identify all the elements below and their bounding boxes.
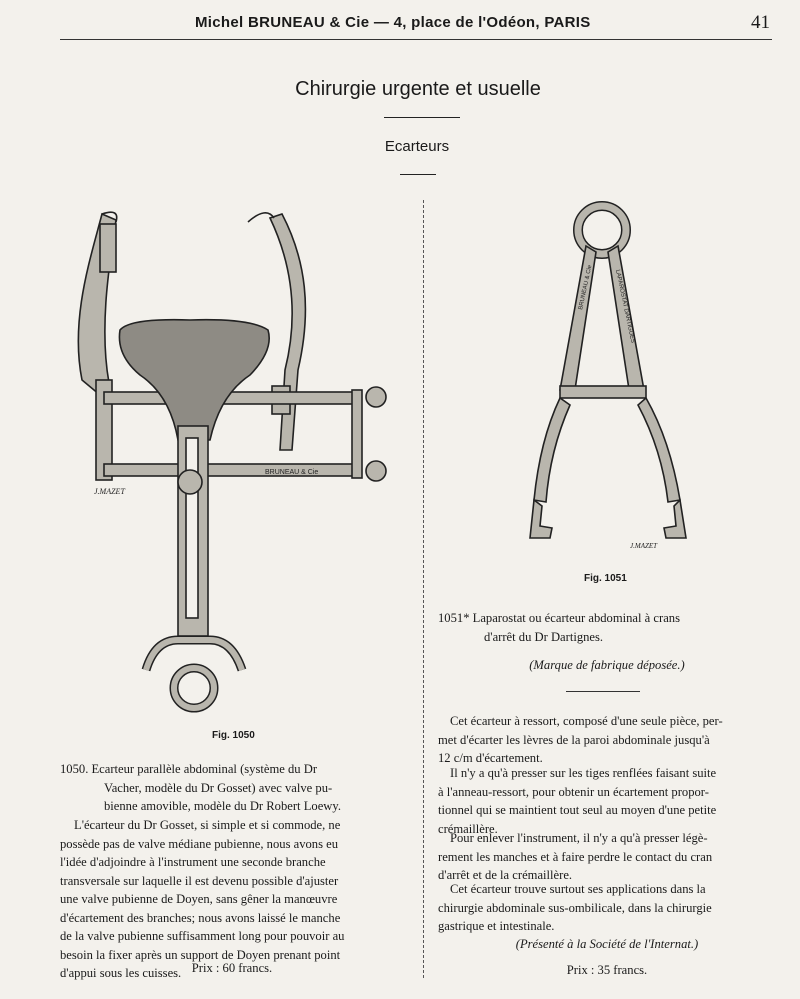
item-1051-para-4 xyxy=(438,880,776,936)
text-line: possède pas de valve médiane pubienne, nous avons eu xyxy=(60,836,339,851)
page-number: 41 xyxy=(751,12,770,33)
text-line: besoin la fixer après un support de Doyen prenant point xyxy=(60,947,341,962)
title-rule xyxy=(384,117,460,118)
section-subtitle: Ecarteurs xyxy=(384,138,450,155)
text-line: Il n'y a qu'à presser sur les tiges renflées faisant suite xyxy=(450,766,717,780)
text-line: crémaillère. xyxy=(438,821,498,836)
engraver-signature-1051: J.MAZET xyxy=(630,542,658,550)
item-1051-line: 1051* Laparostat ou écarteur abdominal à crans xyxy=(438,611,680,625)
item-1050-line: bienne amovible, modèle du Dr Robert Loewy. xyxy=(104,799,341,813)
text-line: rement les manches et à faire perdre le contact du cran xyxy=(438,849,713,864)
text-line: chirurgie abdominale sus-ombilicale, dans la chirurgie xyxy=(438,900,712,915)
laparostat-1051-illustration xyxy=(520,200,700,555)
text-line: à l'anneau-ressort, pour obtenir un écartement propor- xyxy=(438,784,709,799)
engraver-signature-1050: J.MAZET xyxy=(94,487,125,496)
text-line: met d'écarter les lèvres de la paroi abdominale jusqu'à xyxy=(438,732,710,747)
text-line: Cet écarteur trouve surtout ses applications dans la xyxy=(450,882,706,896)
text-line: d'appui sous les cuisses. xyxy=(60,966,182,980)
engraving-bruneau-1050: BRUNEAU & Cie xyxy=(265,469,319,476)
price-1051: Prix : 35 francs. xyxy=(566,963,648,977)
engraving-laparostat: LAPAROSTAT DARTIGUES xyxy=(614,269,636,344)
text-line: l'idée d'adjoindre à l'instrument une seconde branche xyxy=(60,855,326,869)
text-line: d'écartement des branches; nous avons laissé le manche xyxy=(60,910,341,925)
separator-rule xyxy=(566,691,640,692)
text-line: Pour enlever l'instrument, il n'y a qu'à presser légè- xyxy=(450,831,708,845)
header-rule xyxy=(60,39,772,40)
figure-1050-caption: Fig. 1050 xyxy=(212,730,255,741)
trademark-note: (Marque de fabrique déposée.) xyxy=(529,658,685,672)
running-title: Michel BRUNEAU & Cie — 4, place de l'Odéon, PARIS xyxy=(195,14,591,31)
text-line: 12 c/m d'écartement. xyxy=(438,751,543,765)
engraving-bruneau-1051: BRUNEAU & Cie xyxy=(578,264,594,311)
text-line: une valve pubienne de Doyen, sans gêner la manœuvre xyxy=(60,892,338,906)
text-line: L'écarteur du Dr Gosset, si simple et si commode, ne xyxy=(74,818,341,832)
item-1050-line: 1050. Ecarteur parallèle abdominal (système du Dr xyxy=(60,762,318,776)
item-1051-para-3 xyxy=(438,829,776,885)
item-1050-heading xyxy=(60,760,404,816)
text-line: Cet écarteur à ressort, composé d'une seule pièce, per- xyxy=(450,714,723,728)
figure-1051-caption: Fig. 1051 xyxy=(584,573,627,584)
item-1051-heading xyxy=(438,609,776,646)
item-1051-line: d'arrêt du Dr Dartignes. xyxy=(484,629,604,644)
page-title: Chirurgie urgente et usuelle xyxy=(295,78,541,100)
item-1051-para-1 xyxy=(438,712,776,768)
price-1050: Prix : 60 francs. xyxy=(191,961,273,975)
item-1051-para-2 xyxy=(438,764,776,838)
item-1050-line: Vacher, modèle du Dr Gosset) avec valve pu- xyxy=(104,780,333,795)
retractor-1050-illustration xyxy=(60,200,400,730)
column-divider xyxy=(423,200,424,978)
page-header xyxy=(0,14,800,40)
text-line: d'arrêt et de la crémaillère. xyxy=(438,868,573,882)
subtitle-rule xyxy=(400,174,436,175)
text-line: de la valve pubienne suffisamment long pour pouvoir au xyxy=(60,929,345,943)
item-1050-description xyxy=(60,816,402,983)
presented-note: (Présenté à la Société de l'Internat.) xyxy=(515,937,699,951)
text-line: tionnel qui se maintient tout seul au moyen d'une petite xyxy=(438,803,717,817)
text-line: transversale sur laquelle il est devenu possible d'ajuster xyxy=(60,873,339,888)
text-line: gastrique et intestinale. xyxy=(438,919,555,933)
